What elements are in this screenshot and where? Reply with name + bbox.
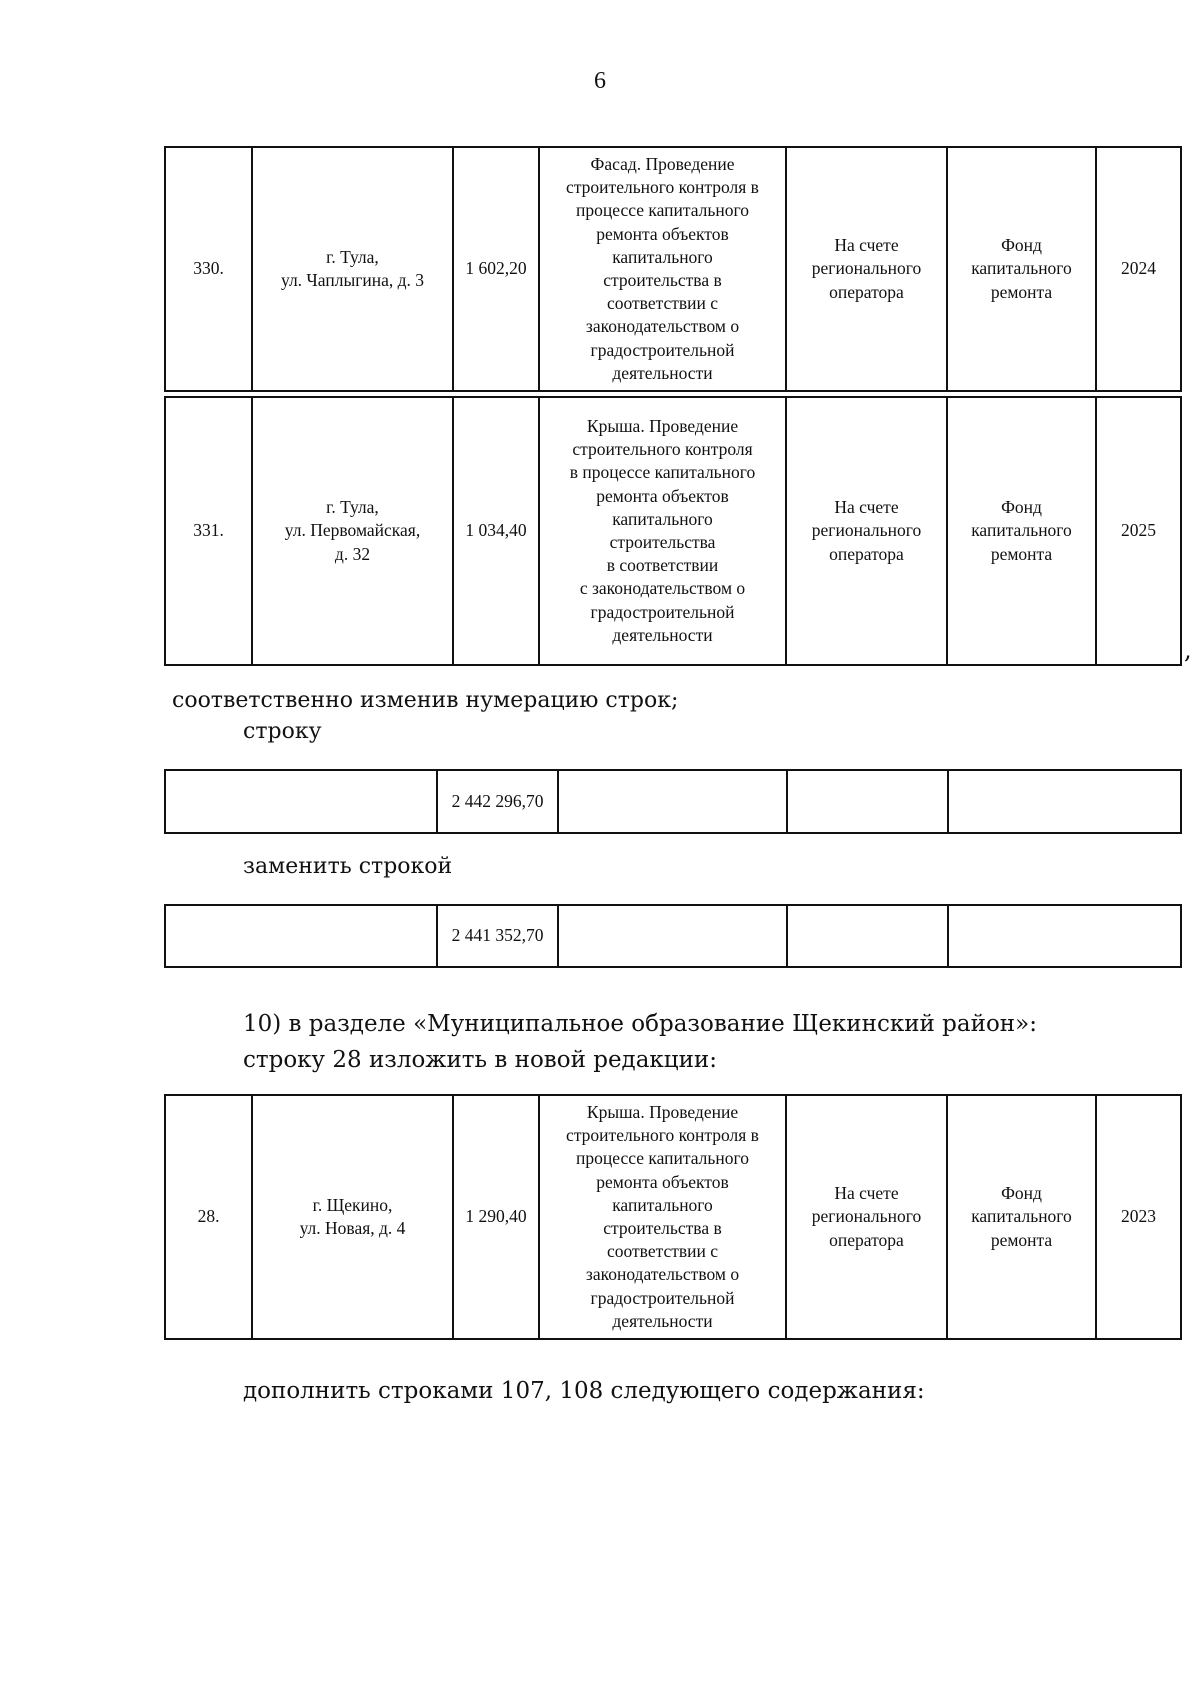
- source-line: капитального: [971, 520, 1072, 541]
- account-cell: [786, 1095, 947, 1339]
- address-line: г. Тула,: [326, 497, 379, 518]
- page-number: 6: [594, 68, 606, 94]
- empty-cell: [787, 905, 948, 967]
- address-cell: [252, 1095, 453, 1339]
- work-line: законодательством о: [585, 316, 740, 337]
- source-line: капитального: [971, 258, 1072, 279]
- work-description-cell: [539, 147, 786, 391]
- empty-cell: [948, 905, 1181, 967]
- account-line: регионального: [811, 520, 922, 541]
- work-line: строительного контроля в: [566, 1125, 759, 1146]
- address-cell: [252, 147, 453, 391]
- table-row: [165, 905, 1181, 967]
- table-row: [165, 397, 1181, 665]
- address-line: ул. Новая, д. 4: [299, 1218, 406, 1238]
- work-line: деятельности: [612, 1310, 713, 1331]
- work-line: строительного контроля: [572, 439, 753, 460]
- paragraph-row-label: строку: [243, 719, 322, 744]
- source-line: ремонта: [990, 543, 1053, 564]
- section-10-instruction: строку 28 изложить в новой редакции:: [243, 1047, 718, 1073]
- account-cell: [786, 397, 947, 665]
- year-cell: 2023: [1096, 1095, 1181, 1339]
- work-line: градостроительной: [590, 1287, 735, 1308]
- work-line: процессе капитального: [576, 200, 749, 221]
- row-number-cell: 330.: [165, 147, 252, 391]
- work-line: строительства: [609, 532, 716, 552]
- paragraph-renumber: соответственно изменив нумерацию строк;: [172, 688, 679, 713]
- year-cell: 2024: [1096, 147, 1181, 391]
- work-line: в соответствии: [606, 555, 719, 576]
- table-old-total: [164, 769, 1182, 834]
- work-line: в процессе капитального: [569, 462, 756, 483]
- row-number-cell: 331.: [165, 397, 252, 665]
- work-line: капитального: [612, 246, 713, 267]
- table-row: [165, 147, 1181, 391]
- trailing-comma: ,: [1184, 636, 1192, 664]
- address-line: г. Тула,: [326, 246, 379, 267]
- funding-source-cell: [947, 147, 1096, 391]
- work-line: законодательством о: [585, 1264, 740, 1285]
- paragraph-supplement: дополнить строками 107, 108 следующего содержания:: [243, 1378, 925, 1404]
- paragraph-replace: заменить строкой: [243, 854, 453, 879]
- account-line: оператора: [829, 1229, 904, 1250]
- funding-source-cell: [947, 397, 1096, 665]
- table-new-total: [164, 904, 1182, 968]
- work-description-cell: [539, 397, 786, 665]
- address-line: ул. Первомайская,: [284, 520, 421, 541]
- empty-cell: [787, 770, 948, 833]
- account-line: На счете: [834, 497, 899, 518]
- source-line: ремонта: [990, 1229, 1053, 1250]
- area-cell: 1 034,40: [453, 397, 539, 665]
- address-line: д. 32: [334, 543, 371, 564]
- work-line: строительства в: [603, 1218, 722, 1238]
- table-row-28: [164, 1094, 1182, 1340]
- address-cell: [252, 397, 453, 665]
- source-line: ремонта: [990, 281, 1053, 302]
- row-number-cell: 28.: [165, 1095, 252, 1339]
- empty-cell: [948, 770, 1181, 833]
- area-cell: 1 290,40: [453, 1095, 539, 1339]
- area-cell: 1 602,20: [453, 147, 539, 391]
- source-line: Фонд: [1001, 235, 1042, 256]
- total-value-cell: 2 442 296,70: [437, 770, 558, 833]
- section-10-heading: 10) в разделе «Муниципальное образование Щекинский район»:: [243, 1011, 1037, 1037]
- work-line: процессе капитального: [576, 1148, 749, 1169]
- table-row: [165, 1095, 1181, 1339]
- work-line: Крыша. Проведение: [586, 415, 739, 436]
- work-line: ремонта объектов: [596, 485, 729, 506]
- work-line: ремонта объектов: [596, 223, 729, 244]
- address-line: г. Щекино,: [312, 1194, 393, 1215]
- account-line: оператора: [829, 281, 904, 302]
- account-line: оператора: [829, 543, 904, 564]
- work-line: строительного контроля в: [566, 177, 759, 198]
- account-line: На счете: [834, 235, 899, 256]
- empty-cell: [165, 905, 437, 967]
- account-cell: [786, 147, 947, 391]
- empty-cell: [558, 905, 787, 967]
- table-row-330: [164, 146, 1182, 392]
- empty-cell: [558, 770, 787, 833]
- work-line: капитального: [612, 1194, 713, 1215]
- work-line: капитального: [612, 508, 713, 529]
- work-line: с законодательством о: [579, 578, 746, 599]
- source-line: Фонд: [1001, 497, 1042, 518]
- address-line: ул. Чаплыгина, д. 3: [280, 270, 425, 290]
- work-description-cell: [539, 1095, 786, 1339]
- account-line: регионального: [811, 258, 922, 279]
- work-line: деятельности: [612, 362, 713, 383]
- work-line: Крыша. Проведение: [586, 1101, 739, 1122]
- source-line: Фонд: [1001, 1183, 1042, 1204]
- work-line: строительства в: [603, 270, 722, 290]
- year-cell: 2025: [1096, 397, 1181, 665]
- work-line: градостроительной: [590, 601, 735, 622]
- total-value-cell: 2 441 352,70: [437, 905, 558, 967]
- table-row: [165, 770, 1181, 833]
- work-line: градостроительной: [590, 339, 735, 360]
- funding-source-cell: [947, 1095, 1096, 1339]
- source-line: капитального: [971, 1206, 1072, 1227]
- work-line: Фасад. Проведение: [590, 153, 735, 174]
- work-line: соответствии с: [606, 1241, 719, 1262]
- work-line: деятельности: [612, 624, 713, 645]
- account-line: регионального: [811, 1206, 922, 1227]
- account-line: На счете: [834, 1183, 899, 1204]
- work-line: соответствии с: [606, 293, 719, 314]
- empty-cell: [165, 770, 437, 833]
- table-row-331: [164, 396, 1182, 666]
- work-line: ремонта объектов: [596, 1171, 729, 1192]
